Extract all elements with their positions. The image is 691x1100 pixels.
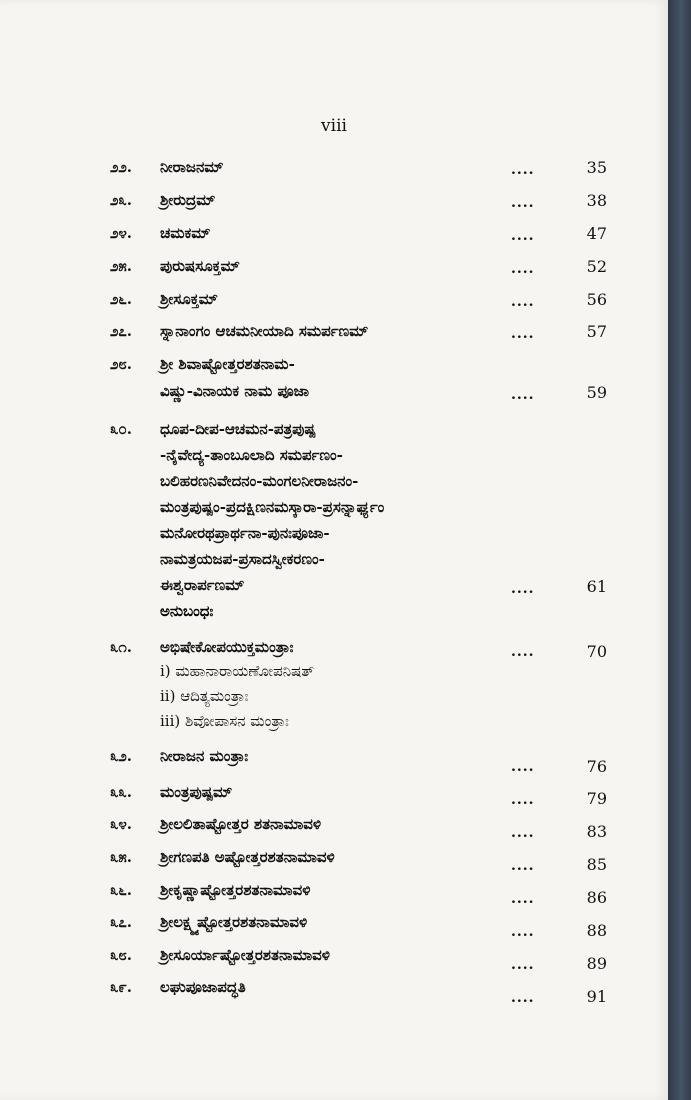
leader-dots: .... (511, 825, 535, 841)
entry-page: 85 (586, 855, 607, 874)
entry-number: ೨೬. (110, 290, 133, 308)
entry-title-line: ಮನೋರಥಪ್ರಾರ್ಥನಾ-ಪುನಃಪೂಜಾ- (160, 524, 330, 542)
entry-page: 59 (586, 383, 607, 402)
entry-number: ೩೪. (110, 815, 133, 833)
leader-dots: .... (511, 990, 535, 1006)
entry-number: ೨೭. (110, 322, 133, 340)
entry-number: ೨೫. (110, 257, 133, 275)
entry-number: ೨೪. (110, 224, 133, 242)
entry-title-line: ಮಂತ್ರಪುಷ್ಪಂ-ಪ್ರದಕ್ಷಿಣನಮಸ್ಕಾರಾ-ಪ್ರಸನ್ನಾರ್ಘ್ಯಂ (160, 498, 385, 516)
leader-dots: .... (511, 924, 535, 940)
leader-dots: .... (511, 228, 535, 244)
appendix-heading: ಅನುಬಂಧಃ (160, 602, 214, 620)
leader-dots: .... (511, 195, 535, 211)
entry-number: ೩೩. (110, 783, 133, 801)
entry-number: ೩೧. (110, 638, 133, 656)
entry-title: ಲಘುಪೂಜಾಪದ್ಧತಿ (160, 978, 246, 996)
entry-page: 70 (586, 642, 607, 661)
entry-page: 47 (586, 224, 607, 243)
leader-dots: .... (511, 294, 535, 310)
entry-title: ಅಭಿಷೇಕೋಪಯುಕ್ತಮಂತ್ರಾಃ (160, 638, 294, 656)
entry-title-line: ಧೂಪ-ದೀಪ-ಆಚಮನ-ಪತ್ರಪುಷ್ಪ (160, 420, 316, 438)
entry-title-line: -ನೈವೇದ್ಯ-ತಾಂಬೂಲಾದಿ ಸಮರ್ಪಣಂ- (160, 446, 343, 464)
entry-title: ಶ್ರೀಕೃಷ್ಣಾಷ್ಟೋತ್ತರಶತನಾಮಾವಳಿ (160, 881, 311, 899)
entry-title-line: ಈಶ್ವರಾರ್ಪಣಮ್ (160, 576, 245, 594)
entry-page: 88 (586, 921, 607, 940)
sub-item: iii) ಶಿವೋಪಾಸನ ಮಂತ್ರಾಃ (160, 712, 289, 730)
page-number: viii (321, 116, 347, 136)
entry-title: ಶ್ರೀಲಲಿತಾಷ್ಟೋತ್ತರ ಶತನಾಮಾವಳಿ (160, 815, 322, 833)
entry-title: ಶ್ರೀರುದ್ರಮ್ (160, 191, 216, 209)
entry-title: ನೀರಾಜನ ಮಂತ್ರಾಃ (160, 747, 249, 765)
entry-page: 61 (586, 577, 607, 596)
entry-number: ೩೦. (110, 420, 133, 438)
leader-dots: .... (511, 759, 535, 775)
entry-page: 35 (586, 158, 607, 177)
leader-dots: .... (511, 891, 535, 907)
leader-dots: .... (511, 957, 535, 973)
entry-page: 38 (586, 191, 607, 210)
entry-title: ಚಮಕಮ್ (160, 224, 211, 242)
entry-number: ೨೨. (110, 158, 133, 176)
entry-page: 57 (586, 322, 607, 341)
entry-page: 79 (586, 789, 607, 808)
leader-dots: .... (511, 858, 535, 874)
sub-item: ii) ಆದಿತ್ಯಮಂತ್ರಾಃ (160, 687, 249, 705)
entry-page: 76 (586, 757, 607, 776)
entry-title: ಸ್ನಾನಾಂಗಂ ಆಚಮನೀಯಾದಿ ಸಮರ್ಪಣಮ್ (160, 322, 369, 340)
leader-dots: .... (511, 581, 535, 597)
entry-number: ೩೯. (110, 978, 133, 996)
entry-page: 83 (586, 822, 607, 841)
leader-dots: .... (511, 326, 535, 342)
leader-dots: .... (511, 162, 535, 178)
leader-dots: .... (511, 387, 535, 403)
entry-page: 91 (586, 987, 607, 1006)
entry-title: ಶ್ರೀಲಕ್ಷ್ಮ್ಯಷ್ಟೋತ್ತರಶತನಾಮಾವಳಿ (160, 913, 308, 931)
entry-number: ೨೩. (110, 191, 133, 209)
entry-title-line: ವಿಷ್ಣು-ವಿನಾಯಕ ನಾಮ ಪೂಜಾ (160, 382, 309, 400)
entry-title: ಶ್ರೀಗಣಪತಿ ಅಷ್ಟೋತ್ತರಶತನಾಮಾವಳಿ (160, 848, 335, 866)
book-spine-edge (668, 0, 691, 1100)
leader-dots: .... (511, 644, 535, 660)
entry-page: 52 (586, 257, 607, 276)
sub-item: i) ಮಹಾನಾರಾಯಣೋಪನಿಷತ್ (160, 662, 315, 680)
entry-number: ೩೭. (110, 913, 133, 931)
entry-number: ೩೬. (110, 881, 133, 899)
entry-title: ಮಂತ್ರಪುಷ್ಪಮ್ (160, 783, 233, 801)
entry-page: 89 (586, 954, 607, 973)
entry-number: ೨೮. (110, 355, 133, 373)
entry-title-line: ನಾಮತ್ರಯಜಪ-ಪ್ರಸಾದಸ್ವೀಕರಣಂ- (160, 550, 325, 568)
entry-title: ಪುರುಷಸೂಕ್ತಮ್ (160, 257, 240, 275)
entry-title-line: ಶ್ರೀ ಶಿವಾಷ್ಟೋತ್ತರಶತನಾಮ- (160, 355, 295, 373)
entry-page: 56 (586, 290, 607, 309)
leader-dots: .... (511, 261, 535, 277)
entry-page: 86 (586, 888, 607, 907)
entry-number: ೩೮. (110, 946, 133, 964)
leader-dots: .... (511, 792, 535, 808)
entry-title: ಶ್ರೀಸೂಕ್ತಮ್ (160, 290, 218, 308)
entry-number: ೩೨. (110, 747, 133, 765)
entry-title: ನೀರಾಜನಮ್ (160, 158, 224, 176)
entry-number: ೩೫. (110, 848, 133, 866)
entry-title-line: ಬಲಿಹರಣನಿವೇದನಂ-ಮಂಗಲನೀರಾಜನಂ- (160, 472, 359, 490)
entry-title: ಶ್ರೀಸೂರ್ಯಾಷ್ಟೋತ್ತರಶತನಾಮಾವಳಿ (160, 946, 330, 964)
